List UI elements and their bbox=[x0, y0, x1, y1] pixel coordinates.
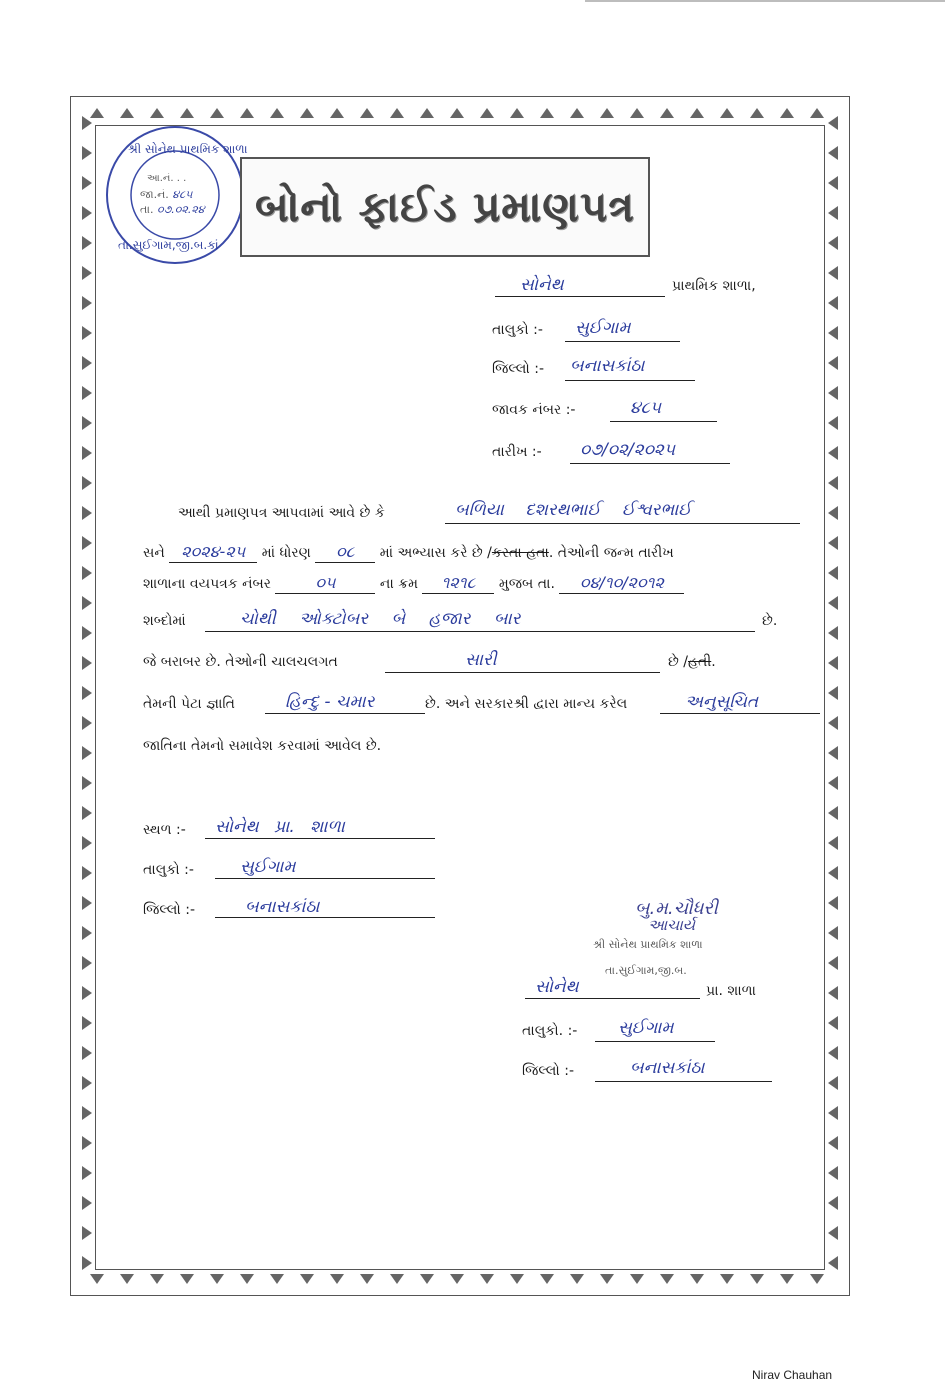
border-triangle bbox=[82, 836, 92, 850]
principal-signature: બુ.મ.ચૌધરી bbox=[635, 898, 718, 919]
border-triangle bbox=[828, 1226, 838, 1240]
border-triangle bbox=[90, 108, 104, 118]
border-triangle bbox=[780, 108, 794, 118]
seal-date-label: તા. bbox=[140, 203, 154, 216]
border-triangle bbox=[480, 1274, 494, 1284]
header-school-name: સોનેથ bbox=[520, 275, 564, 295]
header-taluka-value: સુઈગામ bbox=[575, 318, 631, 338]
category-line bbox=[660, 712, 820, 714]
border-triangle bbox=[180, 1274, 194, 1284]
study-year: ૨૦૨૪-૨૫ bbox=[169, 542, 257, 563]
seal-aa-no: આ.નં. . . bbox=[147, 173, 187, 184]
body-l4-a: શબ્દોમાં bbox=[143, 613, 186, 629]
place-taluka-line bbox=[215, 877, 435, 879]
seal-date bbox=[140, 203, 205, 217]
border-triangle bbox=[630, 108, 644, 118]
border-triangle bbox=[828, 986, 838, 1000]
border-triangle bbox=[82, 176, 92, 190]
border-triangle bbox=[240, 108, 254, 118]
border-triangle bbox=[240, 1274, 254, 1284]
border-triangle bbox=[570, 1274, 584, 1284]
border-triangle bbox=[750, 108, 764, 118]
border-triangle bbox=[150, 108, 164, 118]
border-triangle bbox=[82, 1136, 92, 1150]
seal-outer-text: શ્રી સોનેથ પ્રાથમિક શાળા bbox=[128, 142, 248, 156]
border-triangle bbox=[82, 236, 92, 250]
border-triangle bbox=[450, 1274, 464, 1284]
border-triangle bbox=[828, 266, 838, 280]
place-line bbox=[205, 837, 435, 839]
border-triangle bbox=[300, 108, 314, 118]
stamp-line1: શ્રી સોનેથ પ્રાથમિક શાળા bbox=[593, 938, 703, 951]
seal-ja-no-value: ૪૮૫ bbox=[172, 188, 193, 201]
header-school-line bbox=[495, 295, 665, 297]
border-triangle bbox=[828, 416, 838, 430]
border-triangle bbox=[82, 1196, 92, 1210]
border-triangle bbox=[600, 1274, 614, 1284]
border-triangle bbox=[82, 446, 92, 460]
seal-ja-no-label: જા.નં. bbox=[140, 188, 169, 201]
place-district-line bbox=[215, 916, 435, 918]
border-triangle bbox=[828, 776, 838, 790]
certificate-title: બોનો ફાઈડ પ્રમાણપત્ર bbox=[255, 182, 635, 231]
border-triangle bbox=[180, 108, 194, 118]
border-triangle bbox=[82, 296, 92, 310]
border-triangle bbox=[828, 536, 838, 550]
border-triangle bbox=[690, 1274, 704, 1284]
border-triangle bbox=[420, 108, 434, 118]
place-label: સ્થળ :- bbox=[143, 822, 186, 838]
border-triangle bbox=[828, 236, 838, 250]
body-l2-b: માં ધોરણ bbox=[261, 545, 311, 561]
body-l5-b: છે / bbox=[668, 654, 688, 670]
border-triangle bbox=[82, 1226, 92, 1240]
border-triangle bbox=[120, 1274, 134, 1284]
border-triangle bbox=[82, 596, 92, 610]
conduct-line bbox=[385, 671, 660, 673]
border-triangle bbox=[420, 1274, 434, 1284]
border-triangle bbox=[360, 1274, 374, 1284]
body-l3-a: શાળાના વયપત્રક નંબર bbox=[143, 576, 272, 592]
border-triangle bbox=[540, 108, 554, 118]
header-district-label: જિલ્લો :- bbox=[492, 361, 544, 377]
body-l5-c: . bbox=[711, 654, 716, 670]
border-triangle bbox=[828, 926, 838, 940]
border-triangle bbox=[828, 1166, 838, 1180]
body-line2 bbox=[143, 542, 674, 563]
student-name: બળિયા દશરથભાઈ ઈશ્વરભાઈ bbox=[455, 500, 692, 520]
border-triangle bbox=[828, 206, 838, 220]
border-triangle bbox=[828, 896, 838, 910]
border-triangle bbox=[828, 1046, 838, 1060]
body-l2-a: સને bbox=[143, 545, 165, 561]
serial-no: ૧૨૧૮ bbox=[422, 573, 494, 594]
body-l6-b: છે. અને સરકારશ્રી દ્વારા માન્ય કરેલ bbox=[425, 696, 628, 712]
border-triangle bbox=[828, 386, 838, 400]
border-triangle bbox=[82, 686, 92, 700]
border-triangle bbox=[828, 836, 838, 850]
border-triangle bbox=[828, 596, 838, 610]
border-triangle bbox=[510, 108, 524, 118]
signature-taluka-line bbox=[595, 1040, 715, 1042]
birth-words-line bbox=[205, 630, 755, 632]
border-triangle bbox=[570, 108, 584, 118]
border-triangle bbox=[828, 356, 838, 370]
border-triangle bbox=[828, 686, 838, 700]
border-triangle bbox=[82, 566, 92, 580]
border-triangle bbox=[660, 1274, 674, 1284]
border-triangle bbox=[828, 1256, 838, 1270]
conduct-value: સારી bbox=[465, 650, 497, 670]
border-triangle bbox=[82, 986, 92, 1000]
signature-taluka-value: સુઈગામ bbox=[618, 1018, 674, 1038]
signature-district-line bbox=[595, 1080, 772, 1082]
border-triangle bbox=[828, 716, 838, 730]
place-district-label: જિલ્લો :- bbox=[143, 902, 195, 918]
border-triangle bbox=[82, 806, 92, 820]
border-triangle bbox=[82, 386, 92, 400]
border-triangle bbox=[690, 108, 704, 118]
seal-date-value: ૦૭.૦૨.૨૪ bbox=[157, 203, 205, 216]
border-triangle bbox=[90, 1274, 104, 1284]
signature-district-value: બનાસકાંઠા bbox=[630, 1058, 705, 1078]
border-triangle bbox=[82, 866, 92, 880]
border-triangle bbox=[82, 506, 92, 520]
border-triangle bbox=[828, 506, 838, 520]
border-triangle bbox=[270, 108, 284, 118]
birth-date: ૦૪/૧૦/૨૦૧૨ bbox=[559, 573, 684, 594]
border-triangle bbox=[660, 108, 674, 118]
border-triangle bbox=[82, 1256, 92, 1270]
standard-value: ૦૮ bbox=[315, 542, 375, 563]
body-l3-b: ના ક્રમ bbox=[379, 576, 418, 592]
header-outward-value: ૪૮૫ bbox=[630, 398, 662, 418]
border-triangle bbox=[828, 626, 838, 640]
body-l5-strike: હતી bbox=[688, 654, 712, 670]
border-triangle bbox=[82, 926, 92, 940]
border-triangle bbox=[82, 626, 92, 640]
border-triangle bbox=[82, 536, 92, 550]
header-school-suffix: પ્રાથમિક શાળા, bbox=[672, 278, 756, 294]
place-value: સોનેથ પ્રા. શાળા bbox=[215, 817, 345, 837]
border-triangle bbox=[120, 108, 134, 118]
border-triangle bbox=[720, 108, 734, 118]
border-triangle bbox=[828, 116, 838, 130]
body-l2-d: . તેઓની જન્મ તારીખ bbox=[548, 545, 674, 561]
border-triangle bbox=[210, 108, 224, 118]
border-triangle bbox=[82, 1106, 92, 1120]
body-l3-c: મુજબ તા. bbox=[498, 576, 555, 592]
border-triangle bbox=[828, 476, 838, 490]
border-triangle bbox=[480, 108, 494, 118]
border-triangle bbox=[828, 1076, 838, 1090]
border-triangle bbox=[390, 1274, 404, 1284]
header-date-value: ૦૭/૦૨/૨૦૨૫ bbox=[580, 440, 676, 460]
border-triangle bbox=[82, 206, 92, 220]
body-line3 bbox=[143, 573, 684, 594]
border-triangle bbox=[828, 806, 838, 820]
footer-credit: Nirav Chauhan bbox=[752, 1368, 833, 1382]
border-triangle bbox=[210, 1274, 224, 1284]
border-triangle bbox=[810, 108, 824, 118]
border-triangle bbox=[828, 1106, 838, 1120]
border-triangle bbox=[510, 1274, 524, 1284]
border-triangle bbox=[450, 108, 464, 118]
top-edge-line bbox=[585, 0, 945, 2]
header-district-line bbox=[565, 379, 695, 381]
border-triangle bbox=[82, 1076, 92, 1090]
border-triangle bbox=[828, 866, 838, 880]
signature-district-label: જિલ્લો :- bbox=[522, 1063, 574, 1079]
place-taluka-label: તાલુકો :- bbox=[143, 862, 194, 878]
border-triangle bbox=[82, 896, 92, 910]
border-triangle bbox=[828, 566, 838, 580]
signature-school-suffix: પ્રા. શાળા bbox=[706, 983, 756, 999]
border-triangle bbox=[780, 1274, 794, 1284]
stamp-line2: તા.સુઈગામ,જી.બ. bbox=[605, 964, 687, 977]
border-triangle bbox=[82, 116, 92, 130]
border-triangle bbox=[828, 746, 838, 760]
birth-date-words: ચોથી ઓક્ટોબર બે હજાર બાર bbox=[240, 609, 521, 629]
border-triangle bbox=[750, 1274, 764, 1284]
border-triangle bbox=[82, 326, 92, 340]
subcaste-line bbox=[265, 712, 425, 714]
body-l6-a: તેમની પેટા જ્ઞાતિ bbox=[143, 696, 235, 712]
header-date-label: તારીખ :- bbox=[492, 444, 542, 460]
signature-school-line bbox=[525, 997, 700, 999]
border-triangle bbox=[82, 416, 92, 430]
border-triangle bbox=[828, 1136, 838, 1150]
border-triangle bbox=[300, 1274, 314, 1284]
border-triangle bbox=[828, 446, 838, 460]
border-triangle bbox=[150, 1274, 164, 1284]
title-box bbox=[240, 157, 650, 257]
header-taluka-line bbox=[565, 340, 680, 342]
border-triangle bbox=[828, 1196, 838, 1210]
register-no: ૦૫ bbox=[275, 573, 375, 594]
category-value: અનુસૂચિત bbox=[685, 692, 759, 712]
border-triangle bbox=[82, 776, 92, 790]
border-triangle bbox=[828, 1016, 838, 1030]
border-triangle bbox=[270, 1274, 284, 1284]
body-l4-b: છે. bbox=[762, 613, 778, 629]
border-triangle bbox=[82, 146, 92, 160]
seal-ja-no bbox=[140, 188, 192, 202]
border-triangle bbox=[630, 1274, 644, 1284]
border-triangle bbox=[82, 1016, 92, 1030]
border-triangle bbox=[330, 108, 344, 118]
border-triangle bbox=[82, 956, 92, 970]
principal-designation: આચાર્ય bbox=[648, 916, 696, 934]
header-taluka-label: તાલુકો :- bbox=[492, 322, 543, 338]
border-triangle bbox=[828, 326, 838, 340]
border-triangle bbox=[600, 108, 614, 118]
border-triangle bbox=[828, 956, 838, 970]
border-triangle bbox=[360, 108, 374, 118]
border-triangle bbox=[540, 1274, 554, 1284]
body-l2-c: માં અભ્યાસ કરે છે / bbox=[379, 545, 492, 561]
signature-taluka-label: તાલુકો. :- bbox=[522, 1023, 578, 1039]
border-triangle bbox=[82, 266, 92, 280]
body-line1-prefix: આથી પ્રમાણપત્ર આપવામાં આવે છે કે bbox=[178, 505, 385, 521]
border-triangle bbox=[82, 476, 92, 490]
border-triangle bbox=[82, 1166, 92, 1180]
place-district-value: બનાસકાંઠા bbox=[245, 897, 320, 917]
body-l5-a: જે બરાબર છે. તેઓની ચાલચલગત bbox=[143, 654, 338, 670]
body-l5-tail bbox=[668, 654, 716, 670]
header-outward-label: જાવક નંબર :- bbox=[492, 402, 576, 418]
border-triangle bbox=[810, 1274, 824, 1284]
border-triangle bbox=[828, 176, 838, 190]
seal-bottom-text: તા.સુઈગામ,જી.બ.કાં bbox=[118, 238, 219, 252]
border-triangle bbox=[82, 1046, 92, 1060]
student-name-line bbox=[445, 522, 800, 524]
header-district-value: બનાસકાંઠા bbox=[570, 356, 645, 376]
border-triangle bbox=[720, 1274, 734, 1284]
border-triangle bbox=[828, 656, 838, 670]
border-triangle bbox=[330, 1274, 344, 1284]
border-triangle bbox=[390, 108, 404, 118]
body-line7: જાતિના તેમનો સમાવેશ કરવામાં આવેલ છે. bbox=[143, 738, 382, 754]
border-triangle bbox=[828, 146, 838, 160]
signature-school-value: સોનેથ bbox=[535, 977, 579, 997]
body-l2-strike: કરતા હતા bbox=[491, 545, 549, 561]
border-triangle bbox=[82, 716, 92, 730]
border-triangle bbox=[82, 656, 92, 670]
header-date-line bbox=[570, 462, 730, 464]
subcaste-value: હિન્દુ - ચમાર bbox=[285, 692, 375, 712]
border-triangle bbox=[82, 356, 92, 370]
border-triangle bbox=[828, 296, 838, 310]
header-outward-line bbox=[610, 420, 717, 422]
place-taluka-value: સુઈગામ bbox=[240, 857, 296, 877]
border-triangle bbox=[82, 746, 92, 760]
